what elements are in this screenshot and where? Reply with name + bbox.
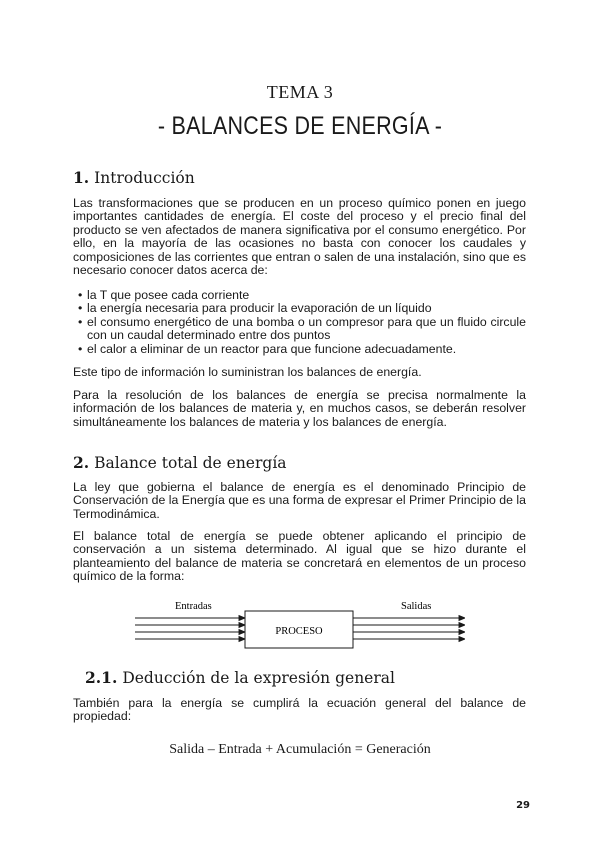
- process-label: PROCESO: [275, 626, 323, 637]
- resolution-paragraph: Para la resolución de los balances de energía se precisa normalmente la información de los balances de materia y, en muchos casos, se deberán resolver simultáneamente los balances de materia y los balances de energía.: [73, 388, 526, 429]
- section-2-1-title: Deducción de la expresión general: [122, 669, 395, 687]
- input-streams: [135, 616, 245, 642]
- inputs-label: Entradas: [175, 601, 212, 612]
- process-diagram-svg: [135, 598, 465, 654]
- process-diagram: [135, 598, 465, 654]
- page-number: 29: [516, 800, 530, 811]
- section-2-1-number: 2.1.: [85, 668, 118, 687]
- section-2-heading: [73, 453, 287, 472]
- chapter-title: - BALANCES DE ENERGÍA -: [157, 112, 443, 140]
- intro-paragraph: Las transformaciones que se producen en un proceso químico ponen en juego importantes cantidades de energía. El coste del proceso y el precio final del producto se ven afectados de manera significativa por el consumo energético. Por ello, en la mayoría de las ocasiones no basta con conocer los caudales y composiciones de las corrientes que entran o salen de una instalación, sino que es necesario conocer datos acerca de:: [73, 196, 526, 278]
- chapter-label: TEMA 3: [266, 82, 334, 102]
- conservation-law-paragraph: La ley que gobierna el balance de energía es el denominado Principio de Conservación de la Energía que es una forma de expresar el Primer Principio de la Termodinámica.: [73, 480, 526, 521]
- section-1-title: Introducción: [94, 169, 195, 187]
- arrowhead: [239, 630, 245, 635]
- arrowhead: [459, 637, 465, 642]
- output-streams: [353, 616, 465, 642]
- outputs-label: Salidas: [401, 601, 432, 612]
- energy-info-paragraph: Este tipo de información lo suministran los balances de energía.: [73, 365, 422, 379]
- section-2-1-heading: [85, 668, 395, 687]
- arrowhead: [459, 630, 465, 635]
- balance-equation: Salida – Entrada + Acumulación = Generación: [169, 742, 431, 757]
- arrowhead: [459, 616, 465, 621]
- list-item: • la T que posee cada corriente: [78, 288, 250, 302]
- section-1-number: 1.: [73, 168, 90, 187]
- arrowhead: [239, 637, 245, 642]
- total-balance-paragraph: El balance total de energía se puede obtener aplicando el principio de conservación a un sistema determinado. Al igual que se hizo durante el planteamiento del balance de materia se concretará en elementos de un proceso químico de la forma:: [73, 529, 526, 584]
- list-item: • el calor a eliminar de un reactor para que funcione adecuadamente.: [78, 341, 457, 356]
- section-1-heading: [73, 168, 195, 187]
- list-item: • el consumo energético de una bomba o un compresor para que un fluido circule con un caudal determinado entre dos puntos: [78, 314, 526, 343]
- general-equation-paragraph: También para la energía se cumplirá la ecuación general del balance de propiedad:: [73, 696, 526, 724]
- arrowhead: [239, 623, 245, 628]
- section-2-number: 2.: [73, 453, 90, 472]
- section-2-title: Balance total de energía: [94, 454, 287, 472]
- arrowhead: [459, 623, 465, 628]
- arrowhead: [239, 616, 245, 621]
- data-requirements-list: [78, 289, 526, 356]
- list-item: • la energía necesaria para producir la evaporación de un líquido: [78, 301, 432, 316]
